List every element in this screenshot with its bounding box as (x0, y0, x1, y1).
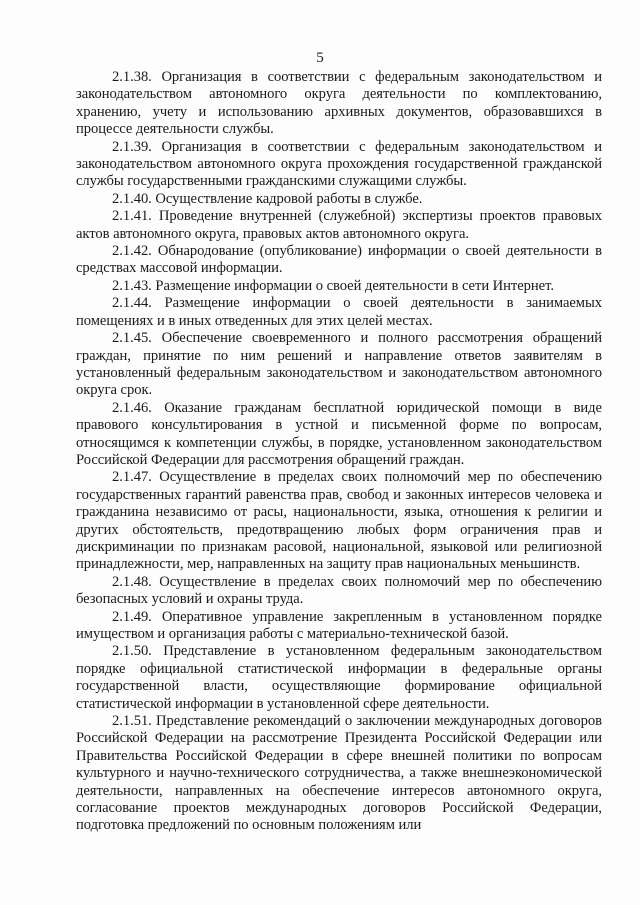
paragraph-2-1-50: 2.1.50. Представление в установленном федеральным законодательством порядке официальной статистической информации в федеральные органы государственной власти, осуществляющие формирование официальной статистической информации в установленной сфере деятельности. (76, 643, 602, 712)
paragraph-2-1-49: 2.1.49. Оперативное управление закрепленным в установленном порядке имуществом и организация работы с материально-технической базой. (76, 608, 602, 642)
paragraph-2-1-51: 2.1.51. Представление рекомендаций о заключении международных договоров Российской Федерации на рассмотрение Президента Российской Федерации или Правительства Российской Федерации в сфере внешней политики по вопросам культурного и научно-технического сотрудничества, а также внешнеэкономической деятельности, направленных на обеспечение интересов автономного округа, согласование проектов международных договоров Российской Федерации, подготовка предложений по основным положениям или (76, 713, 602, 834)
document-body (76, 69, 602, 835)
paragraph-2-1-43: 2.1.43. Размещение информации о своей деятельности в сети Интернет. (112, 277, 554, 294)
paragraph-2-1-38: 2.1.38. Организация в соответствии с федеральным законодательством и законодательством автономного округа деятельности по комплектованию, хранению, учету и использованию архивных документов, образовавшихся в процессе деятельности службы. (76, 69, 602, 138)
page-number: 5 (316, 50, 324, 66)
paragraph-2-1-47: 2.1.47. Осуществление в пределах своих полномочий мер по обеспечению государственных гарантий равенства прав, свобод и законных интересов человека и гражданина независимо от расы, национальности, языка, отношения к религии и других обстоятельств, предотвращению любых форм ограничения прав и дискриминации по признакам расовой, национальной, языковой или религиозной принадлежности, мер, направленных на защиту прав национальных меньшинств. (76, 469, 602, 573)
paragraph-2-1-39: 2.1.39. Организация в соответствии с федеральным законодательством и законодательством автономного округа прохождения государственной гражданской службы государственными гражданскими служащими службы. (76, 138, 602, 190)
paragraph-2-1-48: 2.1.48. Осуществление в пределах своих полномочий мер по обеспечению безопасных условий и охраны труда. (76, 573, 602, 608)
paragraph-2-1-40: 2.1.40. Осуществление кадровой работы в службе. (112, 190, 423, 207)
paragraph-2-1-46: 2.1.46. Оказание гражданам бесплатной юридической помощи в виде правового консультирования в устной и письменной форме по вопросам, относящимся к компетенции службы, в порядке, установленном законодательством Российской Федерации для рассмотрения обращений граждан. (76, 399, 602, 468)
paragraph-2-1-41: 2.1.41. Проведение внутренней (служебной) экспертизы проектов правовых актов автономного округа, правовых актов автономного округа. (76, 208, 602, 242)
paragraph-2-1-42: 2.1.42. Обнародование (опубликование) информации о своей деятельности в средствах массовой информации. (76, 243, 602, 277)
paragraph-2-1-45: 2.1.45. Обеспечение своевременного и полного рассмотрения обращений граждан, принятие по ним решений и направление ответов заявителям в установленный федеральным законодательством и законодательством автономного округа срок. (76, 330, 602, 399)
paragraph-2-1-44: 2.1.44. Размещение информации о своей деятельности в занимаемых помещениях и в иных отведенных для этих целей местах. (76, 295, 602, 329)
